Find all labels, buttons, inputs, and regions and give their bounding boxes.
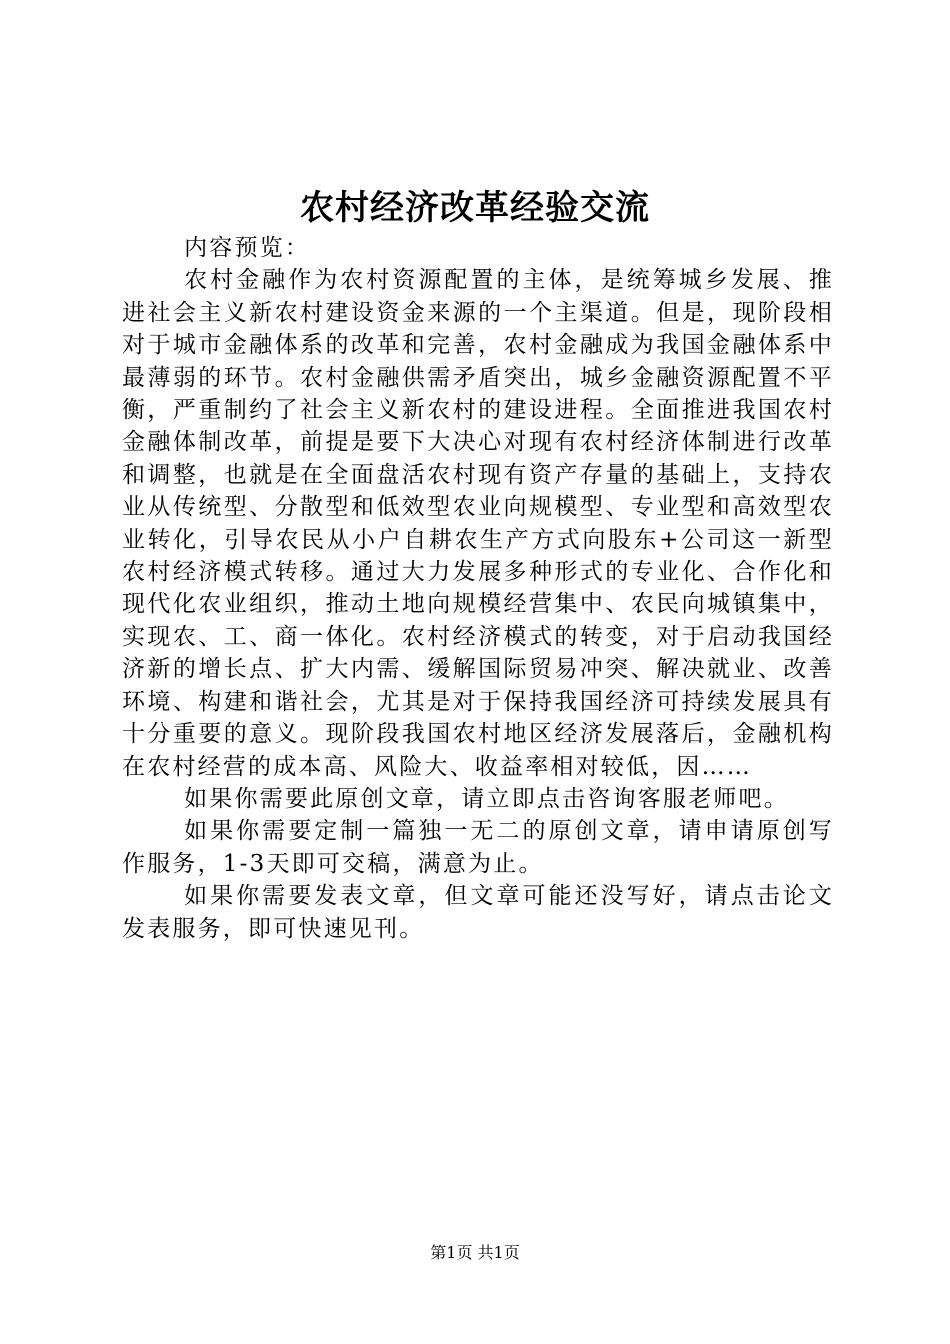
body-paragraph: 如果你需要定制一篇独一无二的原创文章，请申请原创写作服务，1-3天即可交稿，满意为止。 bbox=[122, 818, 834, 877]
body-paragraph: 如果你需要发表文章，但文章可能还没写好，请点击论文发表服务，即可快速见刊。 bbox=[122, 883, 834, 942]
body-paragraph: 如果你需要此原创文章，请立即点击咨询客服老师吧。 bbox=[184, 785, 789, 812]
page-footer bbox=[0, 1243, 950, 1263]
preview-label: 内容预览： bbox=[184, 235, 311, 261]
document-body bbox=[122, 232, 834, 945]
body-paragraph: 农村金融作为农村资源配置的主体，是统筹城乡发展、推进社会主义新农村建设资金来源的一个主渠道。但是，现阶段相对于城市金融体系的改革和完善，农村金融成为我国金融体系中最薄弱的环节。农村金融供需矛盾突出，城乡金融资源配置不平衡，严重制约了社会主义新农村的建设进程。全面推进我国农村金融体制改革，前提是要下大决心对现有农村经济体制进行改革和调整，也就是在全面盘活农村现有资产存量的基础上，支持农业从传统型、分散型和低效型农业向规模型、专业型和高效型农业转化，引导农民从小户自耕农生产方式向股东+公司这一新型农村经济模式转移。通过大力发展多种形式的专业化、合作化和现代化农业组织，推动土地向规模经营集中、农民向城镇集中，实现农、工、商一体化。农村经济模式的转变，对于启动我国经济新的增长点、扩大内需、缓解国际贸易冲突、解决就业、改善环境、构建和谐社会，尤其是对于保持我国经济可持续发展具有十分重要的意义。现阶段我国农村地区经济发展落后，金融机构在农村经营的成本高、风险大、收益率相对较低，因…… bbox=[122, 267, 834, 780]
page-number: 第1页 共1页 bbox=[430, 1243, 520, 1262]
document-title: 农村经济改革经验交流 bbox=[300, 188, 650, 228]
